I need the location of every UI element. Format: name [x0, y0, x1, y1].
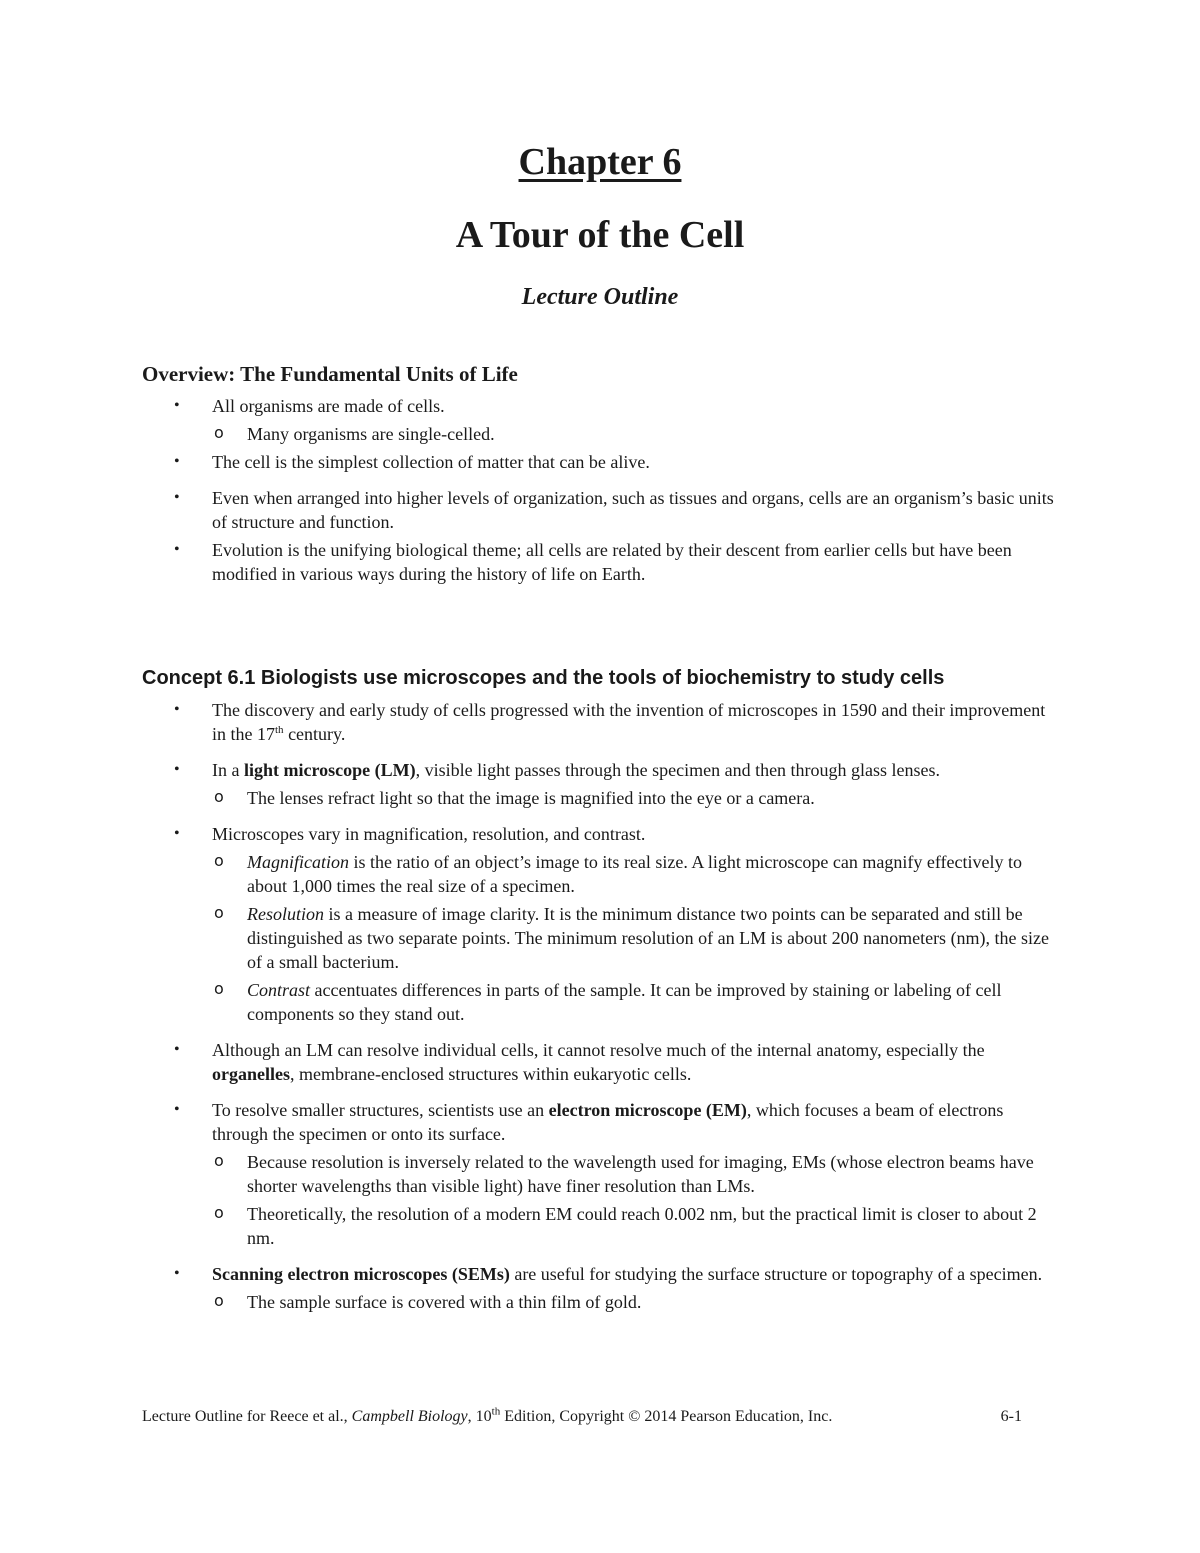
key-term: light microscope (LM)	[243, 760, 416, 780]
italic-term: Contrast	[247, 980, 311, 1000]
bullet-text: All organisms are made of cells.	[212, 396, 445, 416]
bullet-text: In a	[212, 760, 244, 780]
lecture-outline-label: Lecture Outline	[521, 284, 679, 310]
sub-list-item	[212, 902, 1062, 974]
sub-list	[212, 1290, 1062, 1314]
list-item	[142, 822, 1062, 1026]
bullet-text: To resolve smaller structures, scientists use an	[212, 1100, 549, 1120]
concept-list	[142, 698, 1062, 1314]
bullet-text: , visible light passes through the specimen and then through glass lenses.	[415, 760, 941, 780]
bullet-text: , which focuses a beam of electrons through the specimen or onto its surface.	[212, 1100, 1004, 1144]
bullet-text: century.	[283, 724, 346, 744]
bullet-text: The discovery and early study of cells progressed with the invention of microscopes in 1590 and their improvement in the 17	[212, 700, 1046, 744]
list-item	[142, 1262, 1062, 1314]
bullet-text: Microscopes vary in magnification, resolution, and contrast.	[212, 824, 646, 844]
bullet-text: are useful for studying the surface structure or topography of a specimen.	[509, 1264, 1043, 1284]
sub-list-item	[212, 850, 1062, 898]
list-item	[142, 394, 1062, 446]
italic-term: Resolution	[247, 904, 324, 924]
list-item	[142, 1098, 1062, 1250]
footer-book-title: Campbell Biology	[351, 1408, 468, 1425]
sub-list-item	[212, 978, 1062, 1026]
sub-list-item: o The lenses refract light so that the image is magnified into the eye or a camera.	[212, 786, 1062, 810]
key-term: Scanning electron microscopes (SEMs)	[212, 1264, 510, 1284]
list-item	[142, 758, 1062, 810]
footer-text: , 10	[467, 1408, 492, 1425]
bullet-text: , membrane-enclosed structures within eukaryotic cells.	[290, 1064, 692, 1084]
sub-list-item: o The sample surface is covered with a thin film of gold.	[212, 1290, 1062, 1314]
chapter-heading: Chapter 6	[518, 141, 682, 183]
sub-list-item: o Because resolution is inversely related to the wavelength used for imaging, EMs (whose electron beams have shorter wavelengths than visible light) have finer resolution than LMs.	[212, 1150, 1062, 1198]
sub-list-item: o Many organisms are single-celled.	[212, 422, 1062, 446]
footer-superscript: th	[491, 1405, 501, 1418]
overview-list	[142, 394, 1062, 586]
sub-text: is the ratio of an object’s image to its real size. A light microscope can magnify effectively to about 1,000 times the real size of a specimen.	[247, 852, 1022, 896]
sub-list	[212, 786, 1062, 810]
list-item: • Even when arranged into higher levels of organization, such as tissues and organs, cells are an organism’s basic units of structure and function.	[142, 486, 1062, 534]
key-term: electron microscope (EM)	[548, 1100, 747, 1120]
list-item: • Evolution is the unifying biological theme; all cells are related by their descent from earlier cells but have been modified in various ways during the history of life on Earth.	[142, 538, 1062, 586]
sub-text: accentuates differences in parts of the sample. It can be improved by staining or labeling of cell components so they stand out.	[247, 980, 1002, 1024]
key-term: organelles	[212, 1064, 290, 1084]
list-item: • The cell is the simplest collection of matter that can be alive.	[142, 450, 1062, 474]
sub-text: is a measure of image clarity. It is the minimum distance two points can be separated and still be distinguished as two separate points. The minimum resolution of an LM is about 200 nanometers (nm), the size of a small bacterium.	[247, 904, 1050, 972]
overview-heading: Overview: The Fundamental Units of Life	[142, 362, 518, 386]
bullet-text: Although an LM can resolve individual cells, it cannot resolve much of the internal anatomy, especially the	[212, 1040, 985, 1060]
italic-term: Magnification	[247, 852, 349, 872]
list-item	[142, 1038, 1062, 1086]
footer-text: Lecture Outline for Reece et al.,	[142, 1408, 352, 1425]
page-number: 6-1	[1000, 1408, 1022, 1425]
sub-list-item: o Theoretically, the resolution of a modern EM could reach 0.002 nm, but the practical limit is closer to about 2 nm.	[212, 1202, 1062, 1250]
sub-list	[212, 850, 1062, 1026]
footer-text: Edition, Copyright © 2014 Pearson Education, Inc.	[500, 1408, 833, 1425]
superscript: th	[275, 724, 284, 736]
chapter-title: A Tour of the Cell	[455, 214, 745, 256]
page-footer	[142, 1406, 1022, 1428]
concept-heading: Concept 6.1 Biologists use microscopes and the tools of biochemistry to study cells	[142, 667, 945, 689]
list-item	[142, 698, 1062, 746]
sub-list	[212, 422, 1062, 446]
outline-body	[142, 360, 1062, 1326]
sub-list	[212, 1150, 1062, 1250]
